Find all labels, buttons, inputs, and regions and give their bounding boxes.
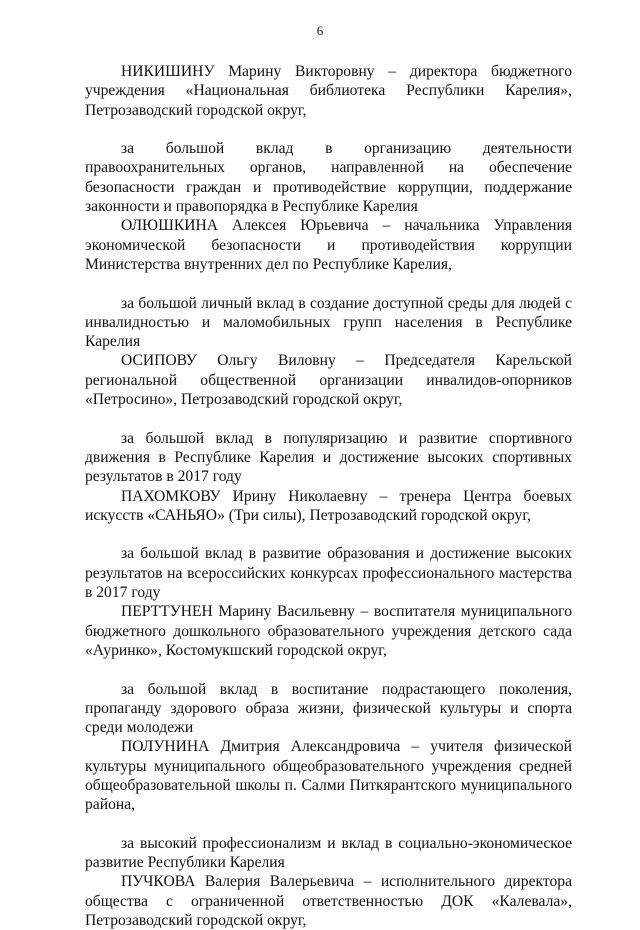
award-nominee-paragraph: ПЕРТТУНЕН Марину Васильевну – воспитателя муниципального бюджетного дошкольного образовательного учреждения детского сада «Ауринко», Костомукшский городской округ, (85, 603, 572, 659)
award-nominee-paragraph: ПАХОМКОВУ Ирину Николаевну – тренера Центра боевых искусств «САНЬЯО» (Три силы), Петрозаводский городской округ, (85, 487, 572, 524)
paragraph-spacer (85, 525, 572, 544)
award-reason-paragraph: за высокий профессионализм и вклад в социально-экономическое развитие Республики Карелия (85, 834, 572, 872)
award-nominee-paragraph: ОЛЮШКИНА Алексея Юрьевича – начальника Управления экономической безопасности и противодействия коррупции Министерства внутренних дел по Республике Карелия, (85, 217, 572, 273)
award-nominee-paragraph: ПУЧКОВА Валерия Валерьевича – исполнительного директора общества с ограниченной ответственностью ДОК «Калевала», Петрозаводский городской округ, (85, 873, 572, 930)
award-reason-paragraph: за большой вклад в организацию деятельности правоохранительных органов, направленной на обеспечение безопасности граждан и противодействие коррупции, поддержание законности и правопорядка в Республике Карелия (85, 140, 572, 216)
paragraph-spacer (85, 120, 572, 139)
paragraph-spacer (85, 815, 572, 834)
award-reason-paragraph: за большой вклад в развитие образования и достижение высоких результатов на всероссийских конкурсах профессионального мастерства в 2017 году (85, 545, 572, 602)
award-nominee-paragraph: ОСИПОВУ Ольгу Виловну – Председателя Карельской региональной общественной организации инвалидов-опорников «Петросино», Петрозаводский городской округ, (85, 352, 572, 409)
award-nominee-paragraph: НИКИШИНУ Марину Викторовну – директора бюджетного учреждения «Национальная библиотека Республики Карелия», Петрозаводский городской округ, (85, 63, 572, 119)
document-body (85, 62, 572, 930)
award-nominee-paragraph: ПОЛУНИНА Дмитрия Александровича – учителя физической культуры муниципального общеобразовательного учреждения средней общеобразовательной школы п. Салми Питкярантского муниципального района, (85, 738, 572, 814)
paragraph-spacer (85, 409, 572, 428)
paragraph-spacer (85, 274, 572, 293)
award-reason-paragraph: за большой личный вклад в создание доступной среды для людей с инвалидностью и маломобильных групп населения в Республике Карелия (85, 294, 572, 351)
award-reason-paragraph: за большой вклад в популяризацию и развитие спортивного движения в Республике Карелия и достижение высоких спортивных результатов в 2017 году (85, 429, 572, 486)
award-reason-paragraph: за большой вклад в воспитание подрастающего поколения, пропаганду здорового образа жизни, физической культуры и спорта среди молодежи (85, 680, 572, 737)
paragraph-spacer (85, 660, 572, 679)
page-number: 6 (316, 23, 324, 38)
